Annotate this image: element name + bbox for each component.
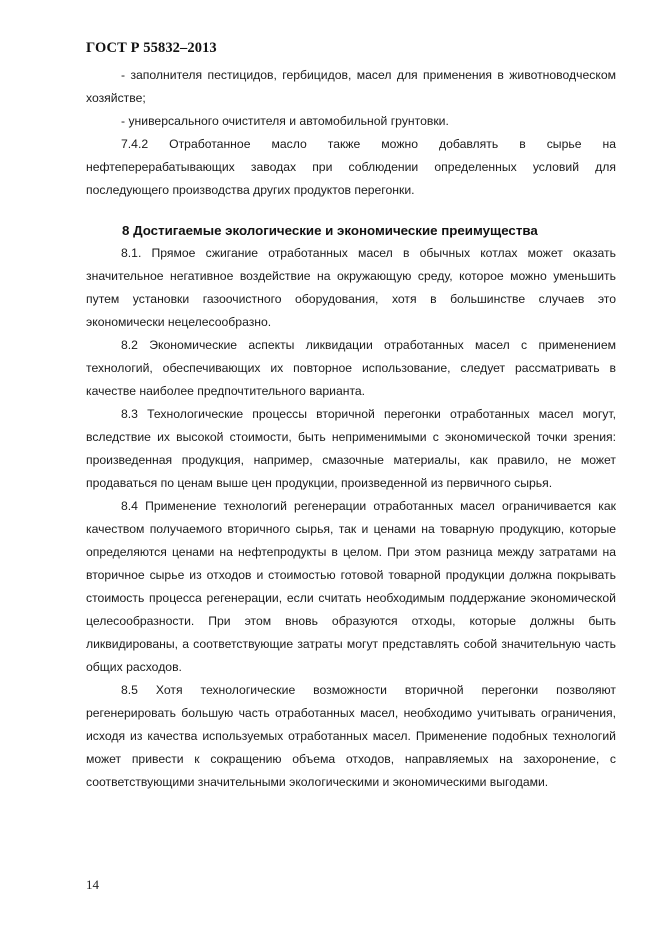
- paragraph-8-5: 8.5 Хотя технологические возможности вторичной перегонки позволяют регенерировать большую часть отработанных масел, необходимо учитывать ограничения, исходя из качества используемых отработанных масел. Применение подобных технологий может привести к сокращению объема отходов, направляемых на захоронение, с соответствующими значительными экологическими и экономическими выгодами.: [86, 683, 616, 789]
- paragraph-list-item-2: - универсального очистителя и автомобильной грунтовки.: [121, 114, 449, 128]
- paragraph-8-3: 8.3 Технологические процессы вторичной перегонки отработанных масел могут, вследствие их высокой стоимости, быть неприменимыми с экономической точки зрения: произведенная продукция, например, смазочные материалы, как правило, не может продаваться по ценам выше цен продукции, произведенной из первичного сырья.: [86, 407, 616, 490]
- page-number: 14: [86, 877, 99, 892]
- paragraph-7-4-2: 7.4.2 Отработанное масло также можно добавлять в сырье на нефтеперерабатывающих заводах при соблюдении определенных условий для последующего производства других продуктов перегонки.: [86, 137, 616, 197]
- paragraph-list-item-1: - заполнителя пестицидов, гербицидов, масел для применения в животноводческом хозяйстве;: [86, 68, 616, 105]
- section-heading-8: 8 Достигаемые экологические и экономические преимущества: [122, 223, 538, 238]
- document-code-header: ГОСТ Р 55832–2013: [86, 40, 217, 56]
- paragraph-8-1: 8.1. Прямое сжигание отработанных масел в обычных котлах может оказать значительное негативное воздействие на окружающую среду, которое можно уменьшить путем установки газоочистного оборудования, хотя в большинстве случаев это экономически нецелесообразно.: [86, 246, 616, 329]
- paragraph-8-2: 8.2 Экономические аспекты ликвидации отработанных масел с применением технологий, обеспечивающих их повторное использование, следует рассматривать в качестве наиболее предпочтительного варианта.: [86, 338, 616, 398]
- paragraph-8-4: 8.4 Применение технологий регенерации отработанных масел ограничивается как качеством получаемого вторичного сырья, так и ценами на товарную продукцию, которые определяются ценами на нефтепродукты в целом. При этом разница между затратами на вторичное сырье из отходов и стоимостью готовой товарной продукции должна покрывать стоимость процесса регенерации, если считать необходимым поддержание экономической целесообразности. При этом вновь образуются отходы, которые должны быть ликвидированы, а соответствующие затраты могут представлять собой значительную часть общих расходов.: [86, 499, 616, 674]
- document-body: [86, 64, 616, 794]
